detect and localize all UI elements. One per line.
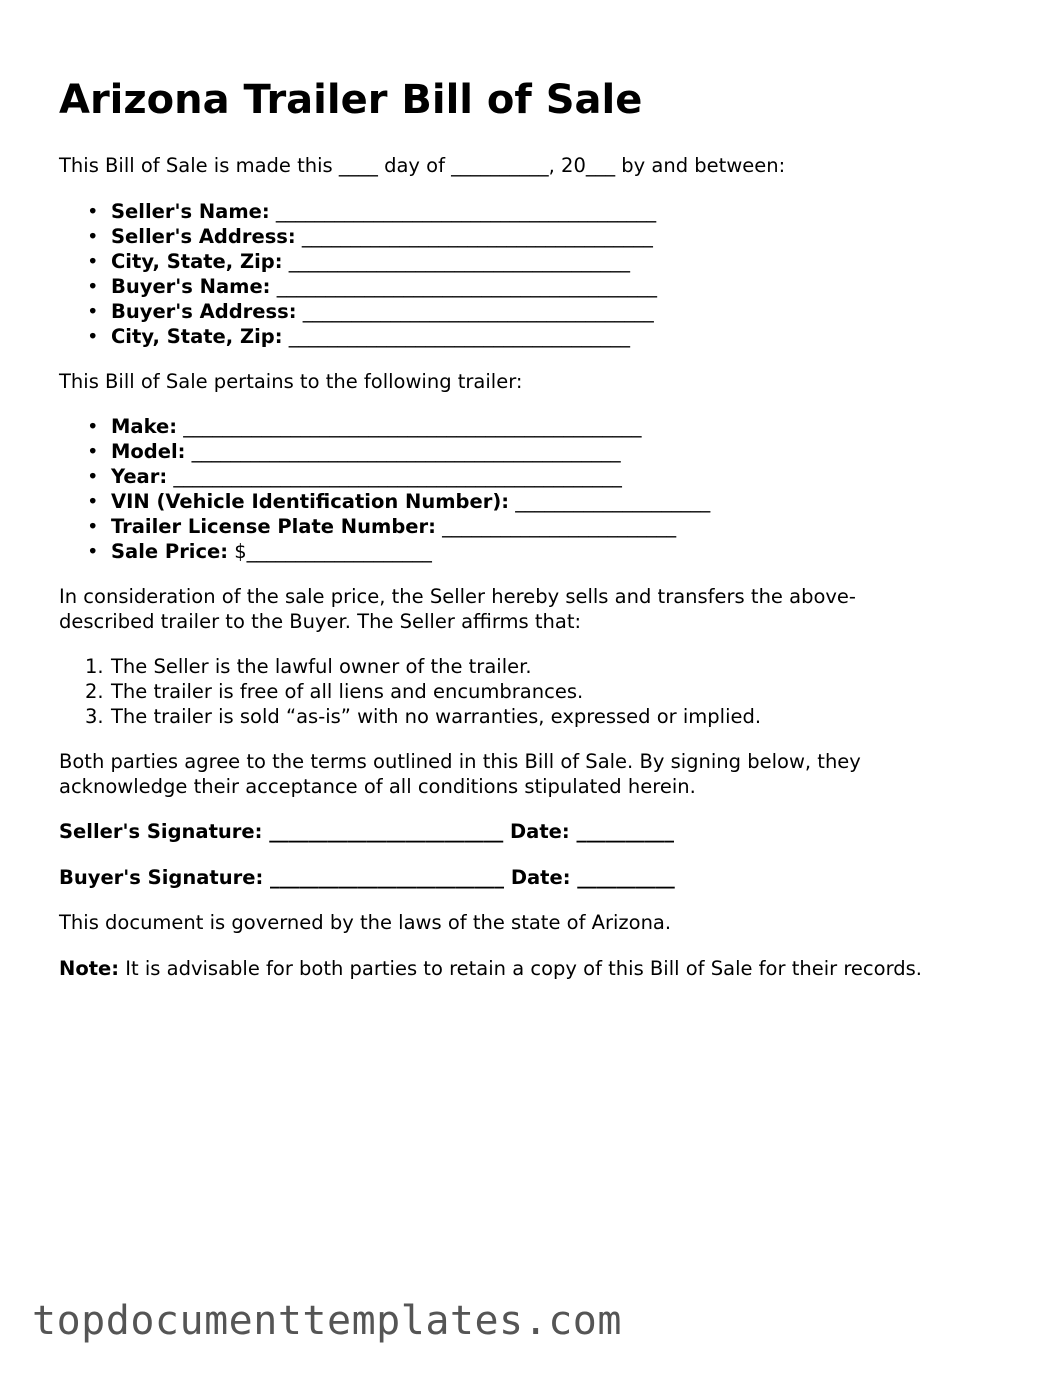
field-blank: $___________________	[228, 540, 432, 563]
field-label: City, State, Zip:	[111, 325, 283, 348]
parties-list	[59, 199, 657, 349]
list-item-affirmation-2: 2. The trailer is free of all liens and encumbrances.	[85, 680, 584, 703]
trailer-intro-paragraph: This Bill of Sale pertains to the following trailer:	[59, 370, 523, 393]
list-item-license-plate: • Trailer License Plate Number: ________________________	[87, 515, 677, 538]
list-item-seller-city-state-zip: • City, State, Zip: ___________________________________	[87, 250, 631, 273]
field-label: Seller's Address:	[111, 225, 296, 248]
field-blank: _______________________________________	[270, 275, 657, 298]
field-label: Model:	[111, 440, 186, 463]
field-label: Sale Price:	[111, 540, 229, 563]
watermark-text: topdocumenttemplates.com	[32, 1298, 622, 1344]
list-item-year: • Year: ______________________________________________	[87, 465, 622, 488]
field-blank: ____________________	[509, 490, 711, 513]
consideration-line-1: In consideration of the sale price, the Seller hereby sells and transfers the above-	[59, 585, 856, 608]
document-title: Arizona Trailer Bill of Sale	[59, 77, 643, 123]
field-label: VIN (Vehicle Identification Number):	[111, 490, 510, 513]
field-blank: ______________________________________________	[167, 465, 622, 488]
field-blank: ___________________________________	[282, 250, 631, 273]
consideration-line-2: described trailer to the Buyer. The Seller affirms that:	[59, 610, 582, 633]
field-blank: ____________________________________	[296, 300, 654, 323]
list-item-sellers-address: • Seller's Address: ____________________________________	[87, 225, 653, 248]
field-label: Year:	[111, 465, 168, 488]
list-item-sellers-name: • Seller's Name: _______________________________________	[87, 200, 657, 223]
agreement-line-1: Both parties agree to the terms outlined in this Bill of Sale. By signing below, they	[59, 750, 861, 773]
note-text: It is advisable for both parties to retain a copy of this Bill of Sale for their records.	[119, 957, 922, 980]
field-label: Buyer's Address:	[111, 300, 297, 323]
note-label: Note:	[59, 957, 120, 980]
field-label: Buyer's Name:	[111, 275, 271, 298]
buyer-signature-line: Buyer's Signature: ________________________ Date: __________	[59, 866, 675, 889]
field-label: City, State, Zip:	[111, 250, 283, 273]
list-item-buyers-name: • Buyer's Name: _______________________________________	[87, 275, 657, 298]
field-blank: ____________________________________________	[185, 440, 621, 463]
agreement-line-2: acknowledge their acceptance of all conditions stipulated herein.	[59, 775, 696, 798]
field-blank: ___________________________________	[282, 325, 631, 348]
list-item-sale-price: • Sale Price: $___________________	[87, 540, 432, 563]
field-blank: _______________________________________________	[177, 415, 642, 438]
list-item-model: • Model: ____________________________________________	[87, 440, 621, 463]
seller-signature-line: Seller's Signature: ________________________ Date: __________	[59, 820, 674, 843]
affirmations-list	[59, 654, 761, 729]
field-blank: ________________________	[435, 515, 677, 538]
field-label: Make:	[111, 415, 178, 438]
field-blank: _______________________________________	[269, 200, 657, 223]
governing-law-paragraph: This document is governed by the laws of the state of Arizona.	[59, 911, 672, 934]
field-blank: ____________________________________	[295, 225, 653, 248]
trailer-fields-list	[59, 414, 710, 564]
list-item-vin: • VIN (Vehicle Identification Number): ____________________	[87, 490, 711, 513]
note-paragraph	[59, 956, 922, 981]
field-label: Trailer License Plate Number:	[111, 515, 436, 538]
field-label: Seller's Name:	[111, 200, 270, 223]
list-item-affirmation-1: 1. The Seller is the lawful owner of the trailer.	[85, 655, 532, 678]
list-item-affirmation-3: 3. The trailer is sold “as-is” with no warranties, expressed or implied.	[85, 705, 762, 728]
list-item-buyers-address: • Buyer's Address: ____________________________________	[87, 300, 654, 323]
intro-paragraph: This Bill of Sale is made this ____ day of __________, 20___ by and between:	[59, 154, 786, 177]
list-item-make: • Make: _______________________________________________	[87, 415, 642, 438]
list-item-buyer-city-state-zip: • City, State, Zip: ___________________________________	[87, 325, 631, 348]
